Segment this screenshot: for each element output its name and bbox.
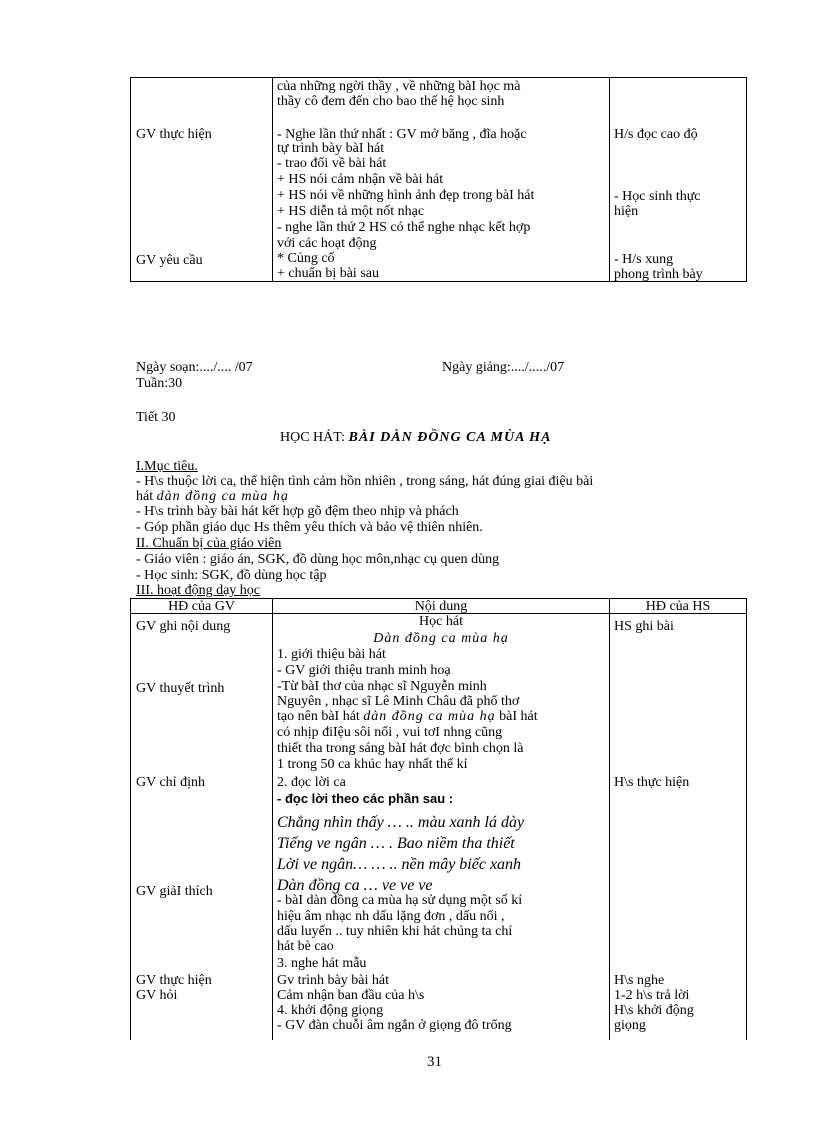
content-line: Gv trình bày bài hát: [277, 973, 389, 988]
content-line: có nhịp điIệu sôi nổi , vui tơI nhng cũng: [277, 725, 503, 740]
song-name-inline: dàn đồng ca mùa hạ: [363, 709, 496, 724]
table-border: [746, 77, 747, 282]
top-content-line: của những ngời thầy , về những bàI học mà: [277, 79, 521, 94]
top-content-line: * Củng cố: [277, 251, 335, 266]
objectives-heading: I.Mục tiêu.: [136, 459, 198, 474]
lesson-title-song: BÀI DÀN ĐỒNG CA MÙA HẠ: [348, 430, 552, 445]
content-line: - GV đàn chuỗi âm ngắn ở giọng đô trổng: [277, 1018, 512, 1033]
table-border: [746, 598, 747, 1040]
hs-activity: HS ghi bài: [614, 619, 674, 634]
column-header-content: Nội dung: [414, 599, 468, 614]
table-border: [272, 598, 273, 1040]
preparation-line: - Giáo viên : giáo án, SGK, đồ dùng học môn,nhạc cụ quen dùng: [136, 552, 500, 567]
gv-activity: GV giảI thích: [136, 884, 213, 899]
top-right-cell: phong trình bày: [614, 267, 703, 282]
content-line-suffix: bàI hát: [499, 709, 538, 724]
period: Tiết 30: [136, 410, 176, 425]
top-right-cell: - H/s xung: [614, 252, 674, 267]
hs-activity: H\s thực hiện: [614, 775, 690, 790]
content-line: 3. nghe hát mẫu: [277, 956, 367, 971]
table-border: [130, 77, 131, 282]
preparation-heading: II. Chuẩn bị của giáo viên: [136, 536, 282, 551]
content-line: -Từ bàI thơ của nhạc sĩ Nguyễn minh: [277, 679, 487, 694]
top-content-line: thầy cô đem đến cho bao thế hệ học sinh: [277, 94, 505, 109]
content-line: 1 trong 50 ca khúc hay nhất thế kỉ: [277, 757, 468, 772]
top-left-cell: GV yêu cầu: [136, 253, 203, 268]
top-content-line: tự trình bày bàI hát: [277, 141, 385, 156]
week: Tuần:30: [136, 376, 183, 391]
gv-activity: GV hỏi: [136, 988, 178, 1003]
hs-activity: H\s nghe: [614, 973, 665, 988]
gv-activity: GV thực hiện: [136, 973, 212, 988]
gv-activity: GV ghi nội dung: [136, 619, 231, 634]
content-line: dấu luyến .. tuy nhiên khi hát chúng ta chỉ: [277, 924, 513, 939]
content-line: 4. khởi động giọng: [277, 1003, 384, 1018]
page-number: 31: [427, 1054, 442, 1070]
top-right-cell: hiện: [614, 204, 639, 219]
lyric-line: Tiếng ve ngân … . Bao niềm tha thiết: [277, 835, 515, 852]
content-heading: Học hát: [419, 614, 463, 629]
content-line-prefix: tạo nên bàI hát: [277, 709, 360, 724]
objective-line: [136, 490, 289, 504]
top-content-line: - Nghe lần thứ nhất : GV mở băng , đĩa hoặc: [277, 127, 527, 142]
top-right-cell: - Học sinh thực: [614, 189, 701, 204]
content-line: - đọc lời theo các phần sau :: [277, 791, 454, 806]
preparation-line: - Học sinh: SGK, đồ dùng học tập: [136, 568, 327, 583]
activities-heading: III. hoạt động dạy học: [136, 583, 261, 598]
teaching-date: Ngày giảng:..../...../07: [442, 360, 565, 375]
objective-line-prefix: hát: [136, 489, 154, 504]
lesson-title: [280, 431, 551, 445]
content-song-name: Dàn đồng ca mùa hạ: [373, 631, 509, 646]
gv-activity: GV chỉ định: [136, 775, 205, 790]
table-border: [130, 598, 131, 1040]
table-border: [130, 77, 747, 78]
top-right-cell: H/s đọc cao độ: [614, 127, 698, 142]
top-content-line: + HS diễn tả một nốt nhạc: [277, 204, 425, 219]
table-border: [609, 77, 610, 282]
hs-activity: H\s khởi động: [614, 1003, 694, 1018]
hs-activity: 1-2 h\s trả lời: [614, 988, 690, 1003]
column-header-gv: HĐ của GV: [168, 599, 235, 614]
content-line: 1. giới thiệu bài hát: [277, 647, 386, 662]
table-border: [272, 77, 273, 282]
top-content-line: với các hoạt động: [277, 236, 377, 251]
top-content-line: + chuẩn bị bài sau: [277, 266, 379, 281]
objective-line: - H\s thuộc lời ca, thể hiện tình cảm hồn nhiên , trong sáng, hát đúng giai điệu bài: [136, 474, 594, 489]
content-line: [277, 710, 538, 724]
top-left-cell: GV thực hiện: [136, 127, 212, 142]
content-line: Cảm nhận ban đầu của h\s: [277, 988, 425, 1003]
lyric-line: Chẳng nhìn thấy … .. màu xanh lá dày: [277, 814, 525, 831]
hs-activity: giọng: [614, 1018, 646, 1033]
lyric-line: Dàn đồng ca … ve ve ve: [277, 877, 433, 894]
top-content-line: + HS nói về những hình ảnh đẹp trong bàI hát: [277, 188, 535, 203]
lesson-plan-date: Ngày soạn:..../.... /07: [136, 360, 253, 375]
content-line: - GV giới thiệu tranh minh hoạ: [277, 663, 451, 678]
content-line: thiết tha trong sáng bàI hát đợc bình chọn là: [277, 741, 524, 756]
top-content-line: - trao đổi về bài hát: [277, 156, 387, 171]
content-line: - bàI dàn đồng ca mùa hạ sử dụng một số kí: [277, 893, 523, 908]
top-content-line: - nghe lần thứ 2 HS có thể nghe nhạc kết hợp: [277, 220, 531, 235]
lesson-title-prefix: HỌC HÁT:: [280, 430, 346, 445]
song-name-inline: dàn đồng ca mùa hạ: [156, 489, 289, 504]
top-content-line: + HS nói cảm nhận về bài hát: [277, 172, 444, 187]
objective-line: - H\s trình bày bài hát kết hợp gõ đệm theo nhịp và phách: [136, 504, 459, 519]
table-border: [609, 598, 610, 1040]
gv-activity: GV thuyết trình: [136, 681, 225, 696]
lyric-line: Lời ve ngân… … .. nền mây biếc xanh: [277, 856, 522, 873]
column-header-hs: HĐ của HS: [645, 599, 711, 614]
content-line: Nguyên , nhạc sĩ Lê Minh Châu đã phổ thơ: [277, 694, 520, 709]
content-line: hiệu âm nhạc nh dấu lặng đơn , dấu nối ,: [277, 909, 505, 924]
content-line: hát bè cao: [277, 939, 334, 954]
objective-line: - Góp phần giáo dục Hs thêm yêu thích và bảo vệ thiên nhiên.: [136, 520, 483, 535]
content-line: 2. đọc lời ca: [277, 775, 346, 790]
